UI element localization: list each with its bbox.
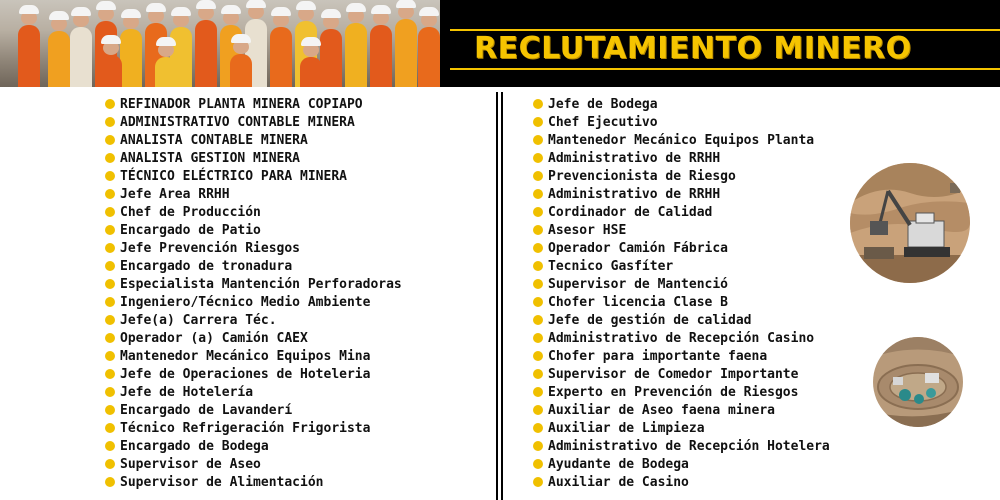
list-item xyxy=(533,150,830,168)
list-item xyxy=(105,438,402,456)
bullet-icon xyxy=(533,153,543,163)
page-title: RECLUTAMIENTO MINERO xyxy=(474,31,912,66)
job-title: Encargado de tronadura xyxy=(120,259,293,274)
worker-figure xyxy=(155,57,177,87)
job-title: Ingeniero/Técnico Medio Ambiente xyxy=(120,295,371,310)
list-item xyxy=(105,456,402,474)
worker-figure xyxy=(300,57,322,87)
job-title: Administrativo de RRHH xyxy=(548,187,721,202)
worker-figure xyxy=(230,54,252,87)
job-title: Administrativo de Recepción Hotelera xyxy=(548,439,830,454)
list-item xyxy=(105,150,402,168)
bullet-icon xyxy=(533,423,543,433)
list-item xyxy=(105,114,402,132)
worker-figure xyxy=(270,27,292,87)
job-title: Técnico Refrigeración Frigorista xyxy=(120,421,371,436)
title-banner xyxy=(440,0,1000,87)
list-item xyxy=(105,384,402,402)
bullet-icon xyxy=(105,297,115,307)
job-title: Experto en Prevención de Riesgos xyxy=(548,385,799,400)
job-title: ANALISTA CONTABLE MINERA xyxy=(120,133,308,148)
job-title: Chef de Producción xyxy=(120,205,261,220)
job-title: Mantenedor Mecánico Equipos Mina xyxy=(120,349,371,364)
bullet-icon xyxy=(533,117,543,127)
crew-photo xyxy=(0,0,440,87)
job-title: REFINADOR PLANTA MINERA COPIAPO xyxy=(120,97,363,112)
bullet-icon xyxy=(105,351,115,361)
list-item xyxy=(533,348,830,366)
bullet-icon xyxy=(105,171,115,181)
column-divider xyxy=(501,92,503,500)
worker-figure xyxy=(418,27,440,87)
bullet-icon xyxy=(533,369,543,379)
job-title: ADMINISTRATIVO CONTABLE MINERA xyxy=(120,115,355,130)
bullet-icon xyxy=(105,333,115,343)
bullet-icon xyxy=(105,459,115,469)
bullet-icon xyxy=(533,405,543,415)
job-title: Especialista Mantención Perforadoras xyxy=(120,277,402,292)
job-title: Jefe Area RRHH xyxy=(120,187,230,202)
bullet-icon xyxy=(105,369,115,379)
bullet-icon xyxy=(533,477,543,487)
bullet-icon xyxy=(533,351,543,361)
list-item xyxy=(533,114,830,132)
bullet-icon xyxy=(533,99,543,109)
list-item xyxy=(105,132,402,150)
job-title: Supervisor de Comedor Importante xyxy=(548,367,799,382)
bullet-icon xyxy=(105,117,115,127)
job-title: Supervisor de Alimentación xyxy=(120,475,324,490)
job-title: ANALISTA GESTION MINERA xyxy=(120,151,301,166)
job-title: Jefe de Hotelería xyxy=(120,385,254,400)
job-title: Encargado de Lavanderí xyxy=(120,403,293,418)
job-title: Encargado de Patio xyxy=(120,223,261,238)
job-title: Chofer licencia Clase B xyxy=(548,295,729,310)
bullet-icon xyxy=(105,477,115,487)
list-item xyxy=(533,456,830,474)
list-item xyxy=(533,420,830,438)
job-title: Operador Camión Fábrica xyxy=(548,241,729,256)
list-item xyxy=(533,222,830,240)
job-title: Jefe(a) Carrera Téc. xyxy=(120,313,277,328)
list-item xyxy=(533,168,830,186)
job-list-left xyxy=(105,96,402,492)
list-item xyxy=(533,438,830,456)
list-item xyxy=(105,222,402,240)
job-title: Asesor HSE xyxy=(548,223,627,238)
bullet-icon xyxy=(533,261,543,271)
plant-illustration xyxy=(873,337,963,427)
worker-figure xyxy=(395,19,417,87)
bullet-icon xyxy=(105,441,115,451)
worker-figure xyxy=(120,29,142,87)
bullet-icon xyxy=(533,279,543,289)
job-title: Chef Ejecutivo xyxy=(548,115,658,130)
bullet-icon xyxy=(105,225,115,235)
list-item xyxy=(533,186,830,204)
list-item xyxy=(105,240,402,258)
list-item xyxy=(533,330,830,348)
bullet-icon xyxy=(105,423,115,433)
list-item xyxy=(105,330,402,348)
job-title: Supervisor de Aseo xyxy=(120,457,261,472)
bullet-icon xyxy=(533,459,543,469)
list-item xyxy=(533,132,830,150)
list-item xyxy=(533,276,830,294)
bullet-icon xyxy=(105,243,115,253)
bullet-icon xyxy=(533,387,543,397)
worker-figure xyxy=(195,20,217,87)
worker-figure xyxy=(70,27,92,87)
job-title: Cordinador de Calidad xyxy=(548,205,713,220)
list-item xyxy=(533,474,830,492)
job-title: Auxiliar de Casino xyxy=(548,475,689,490)
bullet-icon xyxy=(105,153,115,163)
bullet-icon xyxy=(105,315,115,325)
list-item xyxy=(533,258,830,276)
bullet-icon xyxy=(533,315,543,325)
bullet-icon xyxy=(105,405,115,415)
bullet-icon xyxy=(533,171,543,181)
bullet-icon xyxy=(533,207,543,217)
bullet-icon xyxy=(533,225,543,235)
bullet-icon xyxy=(533,333,543,343)
list-item xyxy=(105,348,402,366)
worker-figure xyxy=(370,25,392,87)
list-item xyxy=(105,204,402,222)
list-item xyxy=(533,96,830,114)
job-title: Jefe de gestión de calidad xyxy=(548,313,752,328)
bullet-icon xyxy=(105,189,115,199)
list-item xyxy=(105,258,402,276)
list-item xyxy=(105,366,402,384)
job-title: Operador (a) Camión CAEX xyxy=(120,331,308,346)
job-title: Auxiliar de Limpieza xyxy=(548,421,705,436)
job-title: Auxiliar de Aseo faena minera xyxy=(548,403,775,418)
list-item xyxy=(533,402,830,420)
bullet-icon xyxy=(533,297,543,307)
excavator-photo xyxy=(850,163,970,283)
job-title: Jefe de Bodega xyxy=(548,97,658,112)
list-item xyxy=(105,186,402,204)
list-item xyxy=(105,96,402,114)
list-item xyxy=(105,312,402,330)
bullet-icon xyxy=(105,135,115,145)
worker-figure xyxy=(100,55,122,87)
job-title: TÉCNICO ELÉCTRICO PARA MINERA xyxy=(120,169,347,184)
list-item xyxy=(105,420,402,438)
job-title: Tecnico Gasfíter xyxy=(548,259,674,274)
bullet-icon xyxy=(105,279,115,289)
bullet-icon xyxy=(105,387,115,397)
list-item xyxy=(105,168,402,186)
list-item xyxy=(533,312,830,330)
bullet-icon xyxy=(533,243,543,253)
list-item xyxy=(533,384,830,402)
plant-photo xyxy=(873,337,963,427)
job-title: Supervisor de Mantenció xyxy=(548,277,729,292)
bullet-icon xyxy=(533,135,543,145)
list-item xyxy=(105,474,402,492)
job-title: Administrativo de Recepción Casino xyxy=(548,331,815,346)
excavator-illustration xyxy=(850,163,970,283)
worker-figure xyxy=(320,29,342,87)
job-title: Administrativo de RRHH xyxy=(548,151,721,166)
job-title: Encargado de Bodega xyxy=(120,439,269,454)
column-divider xyxy=(496,92,498,500)
list-item xyxy=(533,204,830,222)
job-title: Jefe Prevención Riesgos xyxy=(120,241,301,256)
job-title: Jefe de Operaciones de Hoteleria xyxy=(120,367,371,382)
bullet-icon xyxy=(105,261,115,271)
title-rule-bottom xyxy=(450,68,1000,70)
worker-figure xyxy=(18,25,40,87)
bullet-icon xyxy=(105,207,115,217)
list-item xyxy=(105,402,402,420)
list-item xyxy=(105,294,402,312)
job-title: Prevencionista de Riesgo xyxy=(548,169,736,184)
bullet-icon xyxy=(533,189,543,199)
job-title: Ayudante de Bodega xyxy=(548,457,689,472)
job-list-right xyxy=(533,96,830,492)
list-item xyxy=(105,276,402,294)
list-item xyxy=(533,240,830,258)
job-title: Mantenedor Mecánico Equipos Planta xyxy=(548,133,815,148)
worker-figure xyxy=(345,23,367,87)
job-title: Chofer para importante faena xyxy=(548,349,768,364)
list-item xyxy=(533,294,830,312)
bullet-icon xyxy=(105,99,115,109)
bullet-icon xyxy=(533,441,543,451)
worker-figure xyxy=(48,31,70,87)
list-item xyxy=(533,366,830,384)
